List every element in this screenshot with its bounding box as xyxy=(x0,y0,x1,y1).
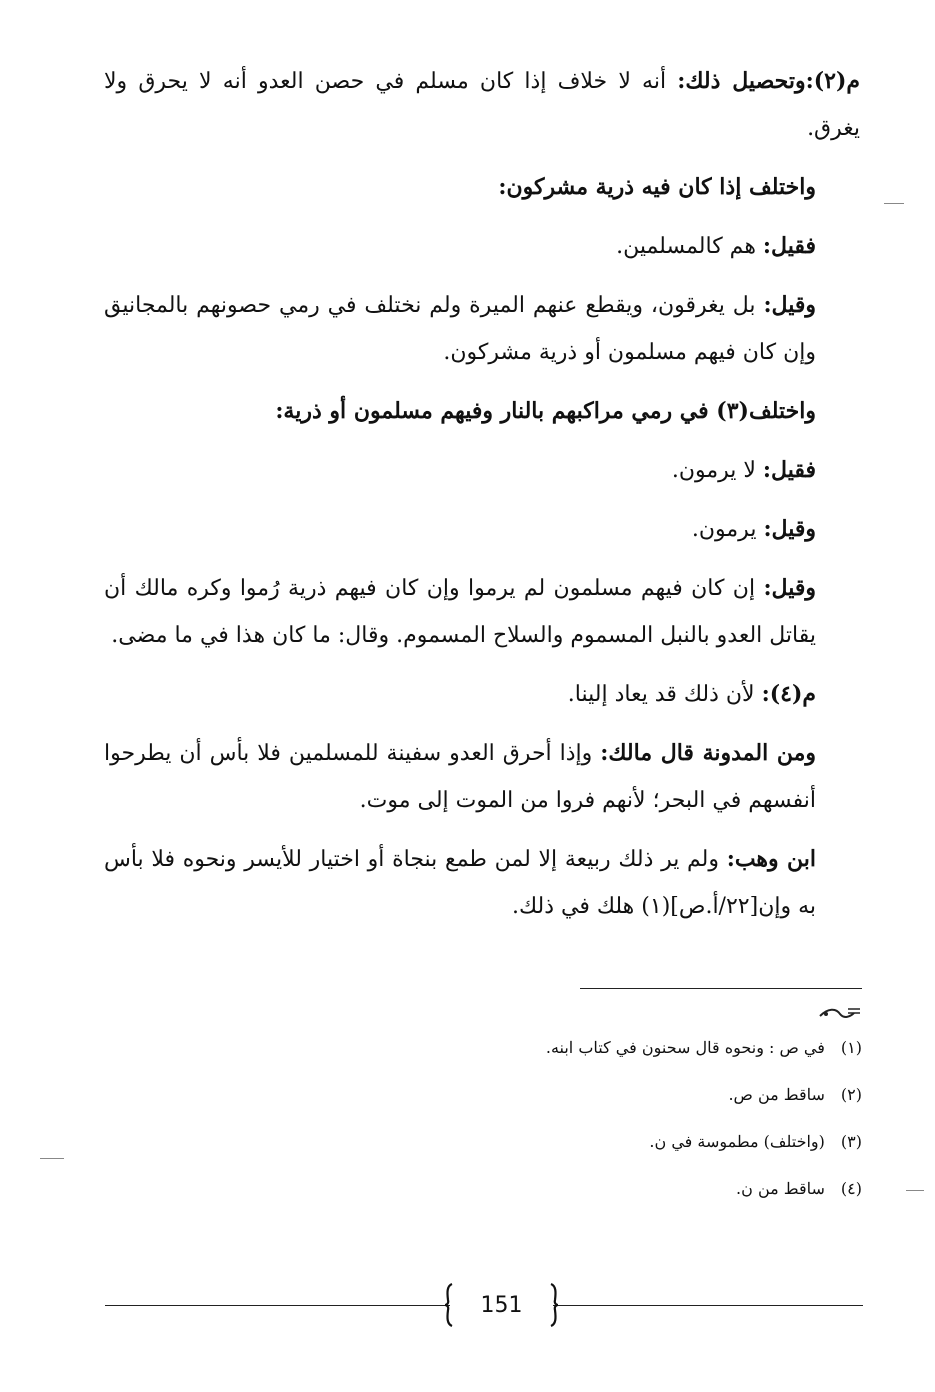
paragraph-3 xyxy=(104,223,860,270)
paragraph-8 xyxy=(104,565,860,659)
footnote-2-text: ساقط من ص. xyxy=(728,1085,825,1104)
main-text xyxy=(104,58,860,942)
paragraph-9-lead: م(٤): xyxy=(761,681,816,707)
paragraph-4-lead: وقيل: xyxy=(763,292,816,318)
footnotes xyxy=(420,1036,862,1224)
footnote-1-text: في ص : ونحوه قال سحنون في كتاب ابنه. xyxy=(545,1038,825,1057)
paragraph-6-lead: فقيل: xyxy=(762,457,816,483)
paragraph-7 xyxy=(104,506,860,553)
paragraph-6-body: لا يرمون. xyxy=(671,458,763,483)
paragraph-2-lead: واختلف إذا كان فيه ذرية مشركون: xyxy=(498,174,816,200)
margin-scan-mark xyxy=(40,1158,64,1159)
paragraph-1 xyxy=(104,58,860,152)
footnote-3-text: (واختلف) مطموسة في ن. xyxy=(649,1132,825,1151)
paragraph-9-body: لأن ذلك قد يعاد إلينا. xyxy=(567,682,762,707)
paragraph-1-lead: م(٢):وتحصيل ذلك: xyxy=(677,68,860,94)
paragraph-3-lead: فقيل: xyxy=(762,233,816,259)
paragraph-10 xyxy=(104,730,860,824)
paragraph-7-body: يرمون. xyxy=(691,517,764,542)
footnote-4 xyxy=(420,1177,862,1201)
paragraph-4 xyxy=(104,282,860,376)
flourish-ornament-icon xyxy=(818,1004,862,1022)
paragraph-2 xyxy=(104,164,860,211)
paragraph-10-body: وإذا أحرق العدو سفينة للمسلمين فلا بأس أن يطرحوا أنفسهم في البحر؛ لأنهم فروا من الموت إلى موت. xyxy=(104,741,816,813)
paragraph-8-lead: وقيل: xyxy=(763,575,816,601)
page-number-rule-left xyxy=(105,1305,450,1306)
paragraph-7-lead: وقيل: xyxy=(763,516,816,542)
footnote-4-number: (٤) xyxy=(840,1179,862,1198)
paragraph-1-body: أنه لا خلاف إذا كان مسلم في حصن العدو أنه لا يحرق ولا يغرق. xyxy=(104,69,860,141)
paragraph-4-body: بل يغرقون، ويقطع عنهم الميرة ولم نختلف في رمي حصونهم بالمجانيق وإن كان فيهم مسلمون أو ذرية مشركون. xyxy=(104,293,816,365)
footnote-3-number: (٣) xyxy=(840,1132,862,1151)
paragraph-8-body: إن كان فيهم مسلمون لم يرموا وإن كان فيهم ذرية رُموا وكره مالك أن يقاتل العدو بالنبل المسموم والسلاح المسموم. وقال: ما كان هذا في ما مضى. xyxy=(104,576,816,648)
footnote-3 xyxy=(420,1130,862,1154)
paragraph-6 xyxy=(104,447,860,494)
paragraph-9 xyxy=(104,671,860,718)
page-number: 151 xyxy=(480,1293,523,1318)
right-bracket-icon xyxy=(549,1282,559,1328)
footnote-2 xyxy=(420,1083,862,1107)
margin-scan-mark xyxy=(906,1190,924,1191)
footnote-2-number: (٢) xyxy=(840,1085,862,1104)
footnote-1 xyxy=(420,1036,862,1060)
paragraph-5-lead: واختلف(٣) في رمي مراكبهم بالنار وفيهم مسلمون أو ذرية: xyxy=(275,398,816,424)
paragraph-10-lead: ومن المدونة قال مالك: xyxy=(600,740,816,766)
margin-scan-mark xyxy=(884,203,904,204)
paragraph-3-body: هم كالمسلمين. xyxy=(616,234,763,259)
footnote-1-number: (١) xyxy=(840,1038,862,1057)
paragraph-11 xyxy=(104,836,860,930)
footnote-separator xyxy=(580,988,862,989)
page-number-rule-right xyxy=(553,1305,863,1306)
footnote-4-text: ساقط من ن. xyxy=(736,1179,825,1198)
paragraph-11-body: ولم ير ذلك ربيعة إلا لمن طمع بنجاة أو اختيار للأيسر ونحوه فلا بأس به وإن[٢٢/أ.ص](١) هلك في ذلك. xyxy=(104,847,816,919)
paragraph-5 xyxy=(104,388,860,435)
paragraph-11-lead: ابن وهب: xyxy=(726,846,816,872)
